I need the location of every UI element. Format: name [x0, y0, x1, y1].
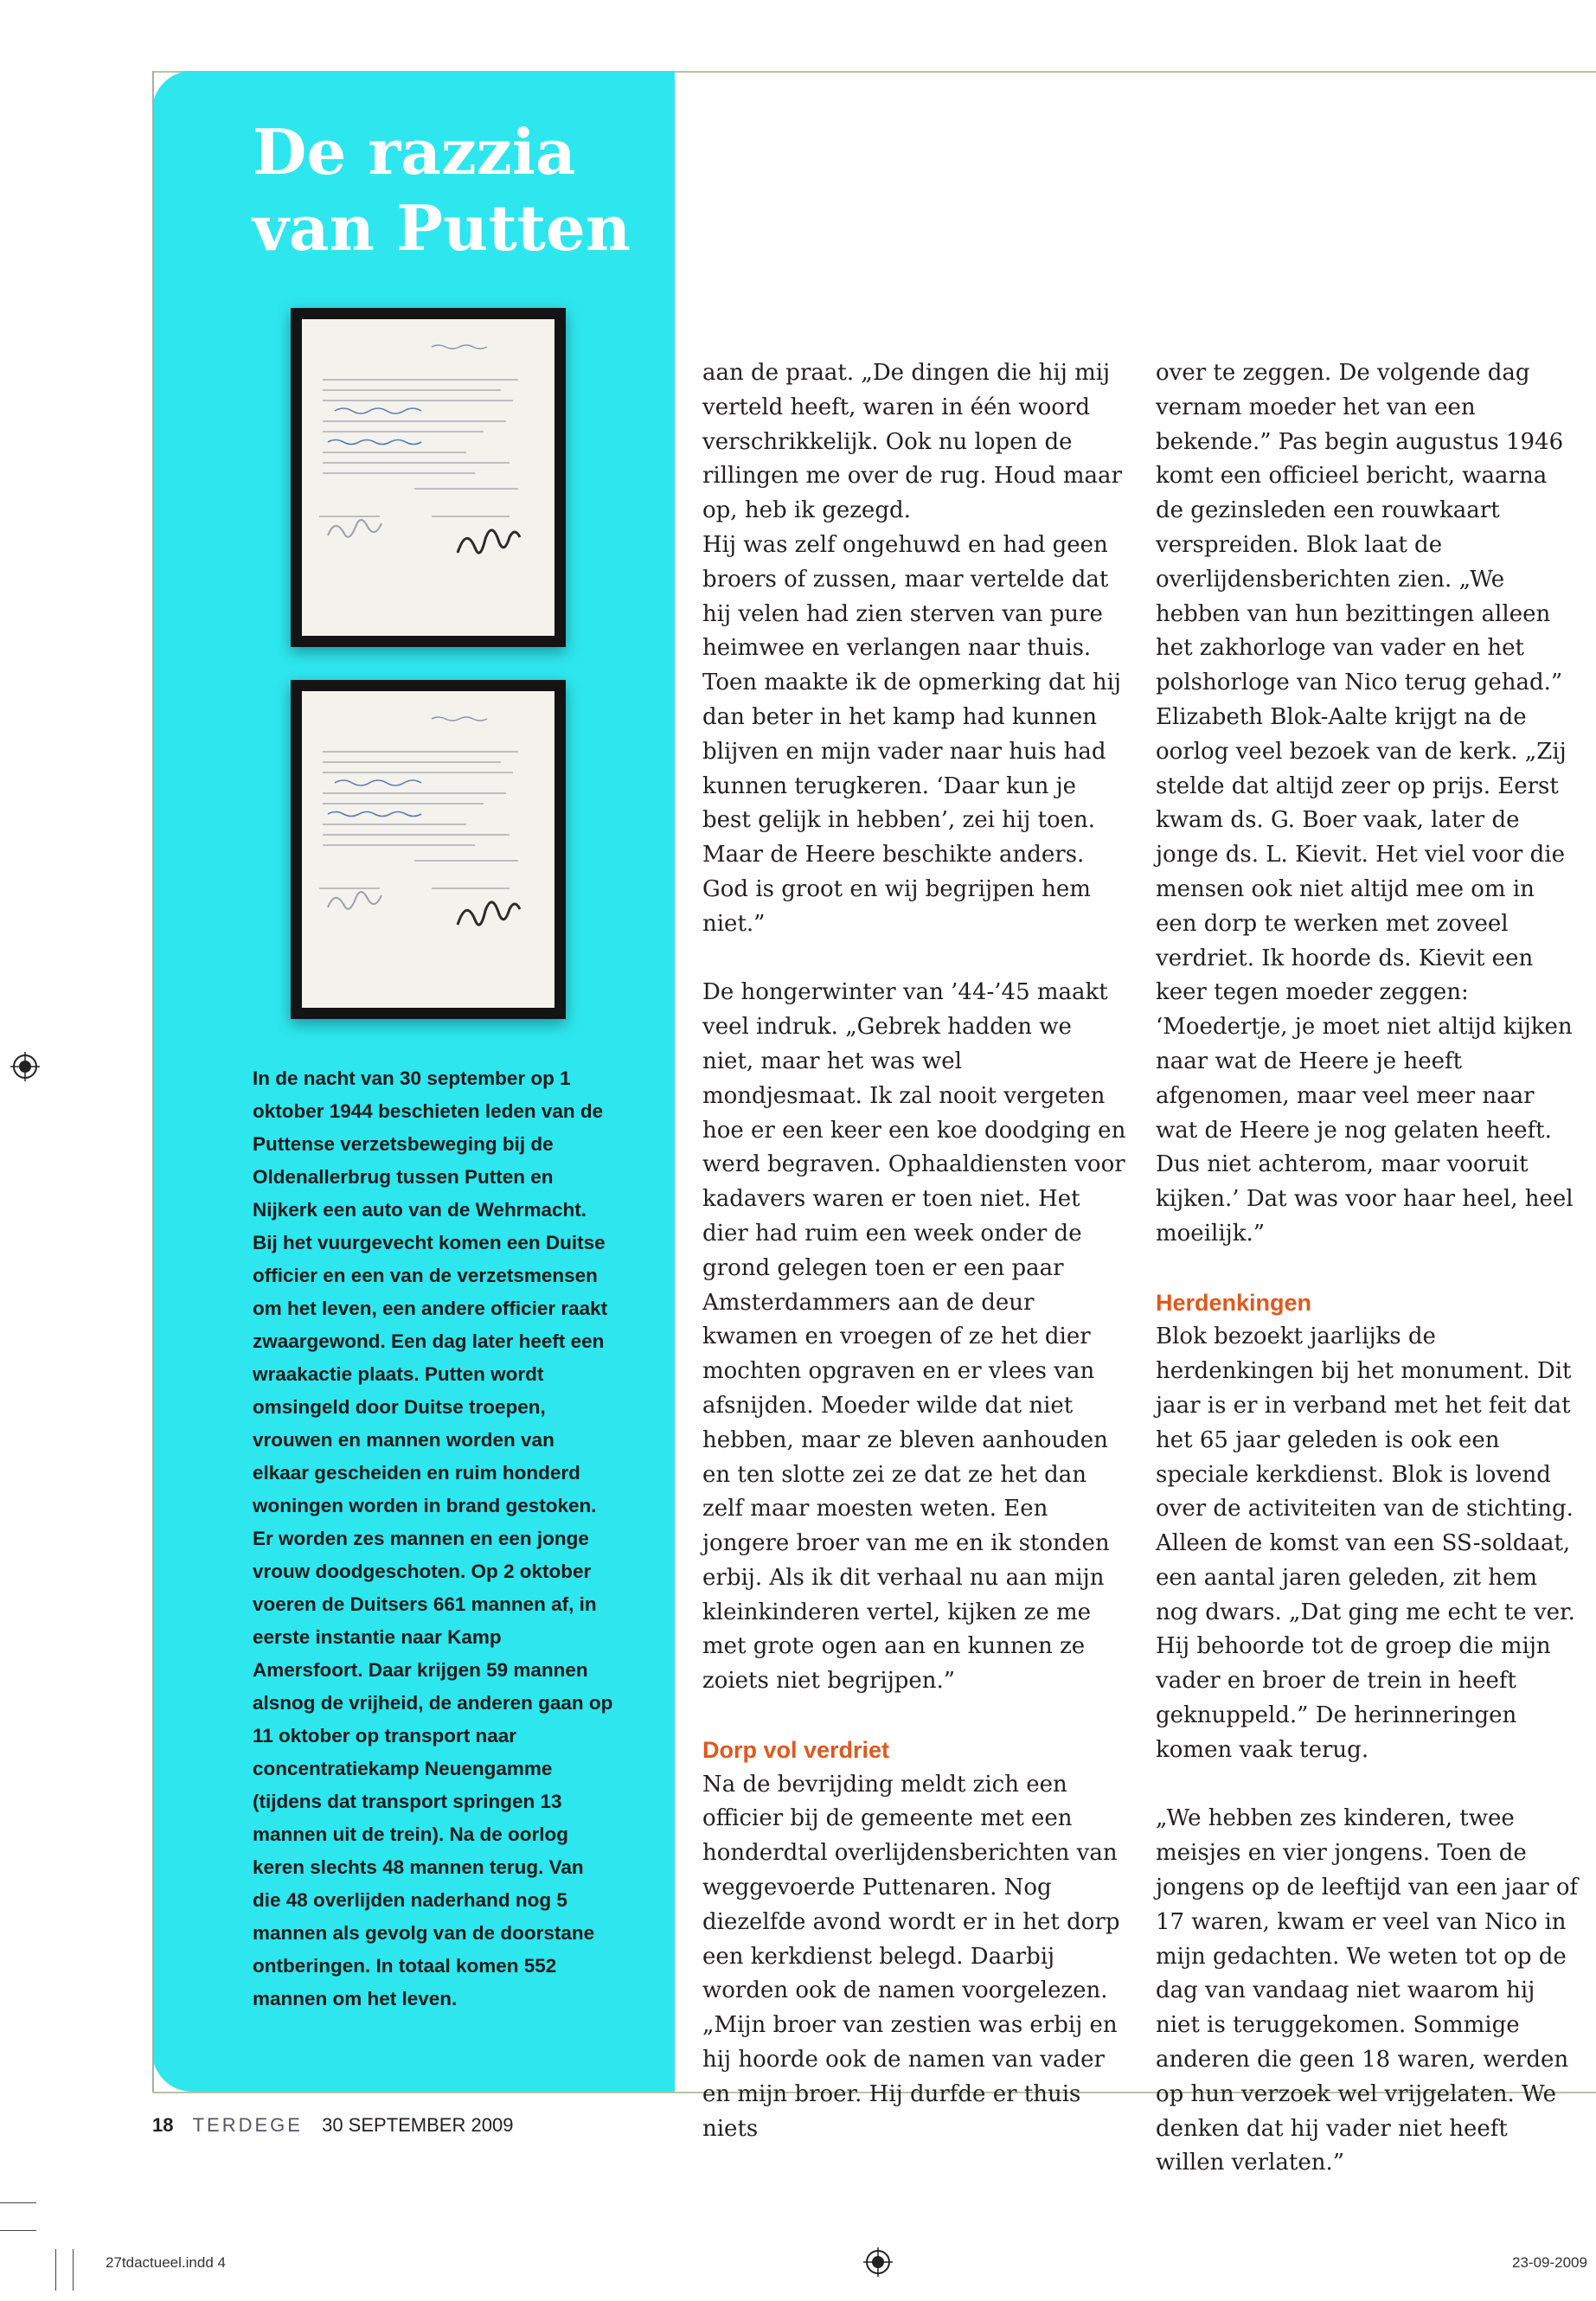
paragraph: Blok bezoekt jaarlijks de herdenkingen bij het monument. Dit jaar is er in verband met het feit dat het 65 jaar geleden is ook een speciale kerkdienst. Blok is lovend over de activiteiten van de stichting. Alleen de komst van een SS-soldaat, een aantal jaren geleden, zit hem nog dwars. „Dat ging me echt te ver. Hij behoorde tot de groep die mijn vader en broer de trein in heeft geknuppeld.” De herinneringen komen vaak terug.: [1156, 1324, 1575, 1763]
framed-death-notice-2: [291, 680, 566, 1019]
title-line-2: van Putten: [253, 191, 631, 265]
issue-date: 30 SEPTEMBER 2009: [322, 2114, 514, 2136]
slug-filename: 27tdactueel.indd 4: [106, 2254, 226, 2271]
text-column-3: [1156, 356, 1580, 2181]
paragraph: aan de praat. „De dingen die hij mij verteld heeft, waren in één woord verschrikkelijk. Ook nu lopen de rillingen me over de rug. Houd maar op, heb ik gezegd.: [702, 360, 1122, 524]
paragraph: over te zeggen. De volgende dag vernam moeder het van een bekende.” Pas begin augustus 1946 komt een officieel bericht, waarna de gezinsleden een rouwkaart verspreiden. Blok laat de overlijdensberichten zien. „We hebben van hun bezittingen alleen het zakhorloge van vader en het polshorloge van Nico terug gehad.” Elizabeth Blok-Aalte krijgt na de oorlog veel bezoek van de kerk. „Zij stelde dat altijd zeer op prijs. Eerst kwam ds. G. Boer vaak, later de jonge ds. L. Kievit. Het viel voor die mensen ook niet altijd mee om in een dorp te werken met zoveel verdriet. Ik hoorde ds. Kievit een keer tegen moeder zeggen: ‘Moedertje, je moet niet altijd kijken naar wat de Heere je heeft afgenomen, maar veel meer naar wat de Heere je nog gelaten heeft. Dus niet achterom, maar vooruit kijken.’ Dat was voor haar heel, heel moeilijk.”: [1156, 360, 1574, 1247]
registration-mark-icon: [10, 1052, 40, 1081]
section-heading-herdenkingen: Herdenkingen: [1156, 1289, 1312, 1316]
handwritten-document-image: [302, 691, 554, 1008]
text-column-2: [702, 356, 1126, 2146]
slug-date: 23-09-2009: [1512, 2254, 1587, 2271]
death-notice-paper: [302, 691, 554, 1008]
title-line-1: De razzia: [253, 115, 576, 189]
handwritten-document-image: [302, 319, 554, 636]
paragraph: De hongerwinter van ’44-’45 maakt veel indruk. „Gebrek hadden we niet, maar het was wel mondjesmaat. Ik zal nooit vergeten hoe er een keer een koe doodging en werd begraven. Ophaaldiensten voor kadavers waren er toen niet. Het dier had ruim een week onder de grond gelegen toen er een paar Amsterdammers aan de deur kwamen en vroegen of ze het dier mochten opgraven en er vlees van afsnijden. Moeder wilde dat niet hebben, maar ze bleven aanhouden en ten slotte zei ze dat ze het dan zelf maar moesten weten. Een jongere broer van me en ik stonden erbij. Als ik dit verhaal nu aan mijn kleinkinderen vertel, kijken ze me met grote ogen aan en kunnen ze zoiets niet begrijpen.”: [702, 979, 1126, 1695]
death-notice-paper: [302, 319, 554, 636]
paragraph: Hij was zelf ongehuwd en had geen broers of zussen, maar vertelde dat hij velen had zien sterven van pure heimwee en verlangen naar thuis. Toen maakte ik de opmerking dat hij dan beter in het kamp had kunnen blijven en mijn vader naar huis had kunnen terugkeren. ‘Daar kun je best gelijk in hebben’, zei hij toen. Maar de Heere beschikte anders. God is groot en wij begrijpen hem niet.”: [702, 531, 1121, 937]
intro-text: In de nacht van 30 september op 1 oktober 1944 beschieten leden van de Puttense verzetsbeweging bij de Oldenallerbrug tussen Putten en Nijkerk een auto van de Wehrmacht. Bij het vuurgevecht komen een Duitse officier en een van de verzetsmensen om het leven, een andere officier raakt zwaargewond. Een dag later heeft een wraakactie plaats. Putten wordt omsingeld door Duitse troepen, vrouwen en mannen worden van elkaar gescheiden en ruim honderd woningen worden in brand gestoken. Er worden zes mannen en een jonge vrouw doodgeschoten. Op 2 oktober voeren de Duitsers 661 mannen af, in eerste instantie naar Kamp Amersfoort. Daar krijgen 59 mannen alsnog de vrijheid, de anderen gaan op 11 oktober op transport naar concentratiekamp Neuengamme (tijdens dat transport springen 13 mannen uit de trein). Na de oorlog keren slechts 48 mannen terug. Van die 48 overlijden naderhand nog 5 mannen als gevolg van de doorstane ontberingen. In totaal komen 552 mannen om het leven.: [253, 1067, 613, 2009]
panel-edge: [152, 71, 154, 2092]
page-footer: [152, 2114, 513, 2137]
crop-mark: [0, 2230, 36, 2231]
crop-mark: [55, 2249, 56, 2291]
article-title: [253, 114, 631, 266]
crop-mark: [0, 2202, 36, 2203]
intro-box: [253, 1062, 616, 2016]
page-number: 18: [152, 2114, 174, 2136]
paragraph: Na de bevrijding meldt zich een officier bij de gemeente met een honderdtal overlijdensberichten van weggevoerde Puttenaren. Nog diezelfde avond wordt er in het dorp een kerkdienst belegd. Daarbij worden ook de namen voorgelezen. „Mijn broer van zestien was erbij en hij hoorde ook de namen van vader en mijn broer. Hij durfde er thuis niets: [702, 1771, 1120, 2142]
framed-death-notice-1: [291, 308, 566, 647]
registration-mark-icon: [863, 2247, 893, 2277]
section-heading-dorp-vol-verdriet: Dorp vol verdriet: [702, 1736, 890, 1763]
crop-mark: [73, 2249, 74, 2291]
magazine-name: TERDEGE: [192, 2114, 303, 2136]
paragraph: „We hebben zes kinderen, twee meisjes en vier jongens. Toen de jongens op de leeftijd van een jaar of 17 waren, kwam er veel van Nico in mijn gedachten. We weten tot op de dag van vandaag niet waarom hij niet is teruggekomen. Sommige anderen die geen 18 waren, werden op hun verzoek wel vrijgelaten. We denken dat hij vader niet heeft willen verlaten.”: [1156, 1805, 1579, 2176]
